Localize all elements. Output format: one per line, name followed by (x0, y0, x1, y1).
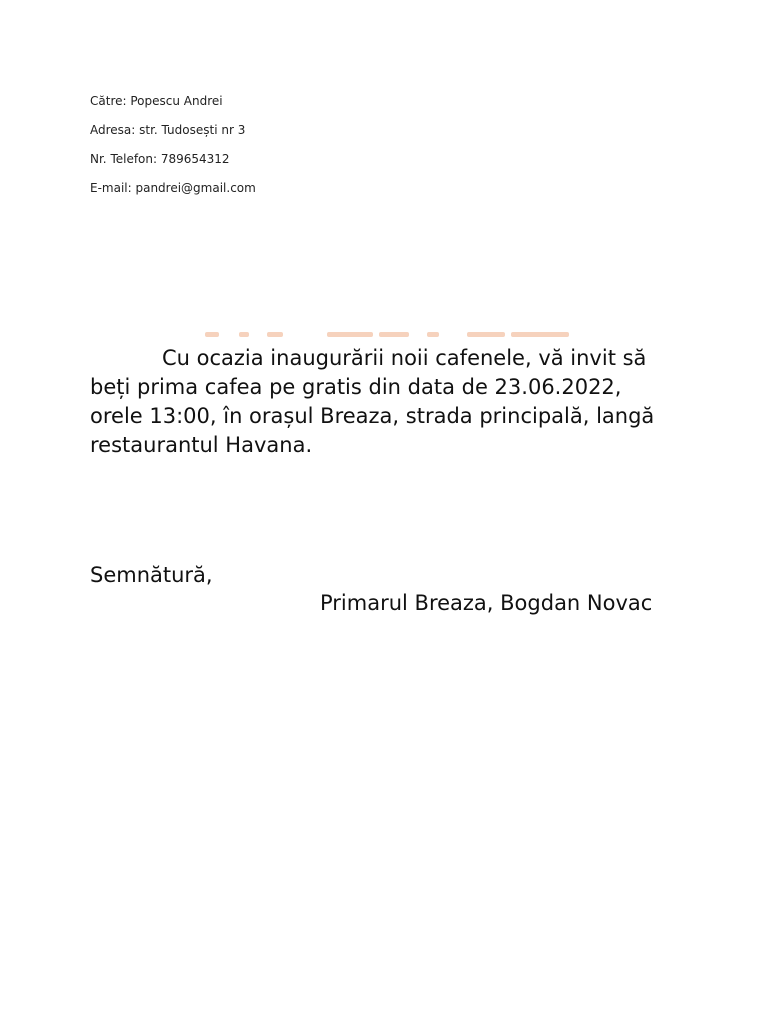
letter-body: Cu ocazia inaugurării noii cafenele, vă invit să beți prima cafea pe gratis din data de 23.06.2022, orele 13:00, în orașul Breaza, strada principală, langă restaurantul Havana. (90, 346, 655, 457)
recipient-email: E-mail: pandrei@gmail.com (90, 181, 256, 195)
cropped-heading-remnant (205, 330, 575, 338)
recipient-name: Către: Popescu Andrei (90, 94, 223, 108)
recipient-address: Adresa: str. Tudosești nr 3 (90, 123, 246, 137)
signature-label: Semnătură, (90, 563, 213, 587)
signatory-name: Primarul Breaza, Bogdan Novac (320, 591, 653, 615)
recipient-phone: Nr. Telefon: 789654312 (90, 152, 230, 166)
recipient-block (90, 92, 256, 208)
